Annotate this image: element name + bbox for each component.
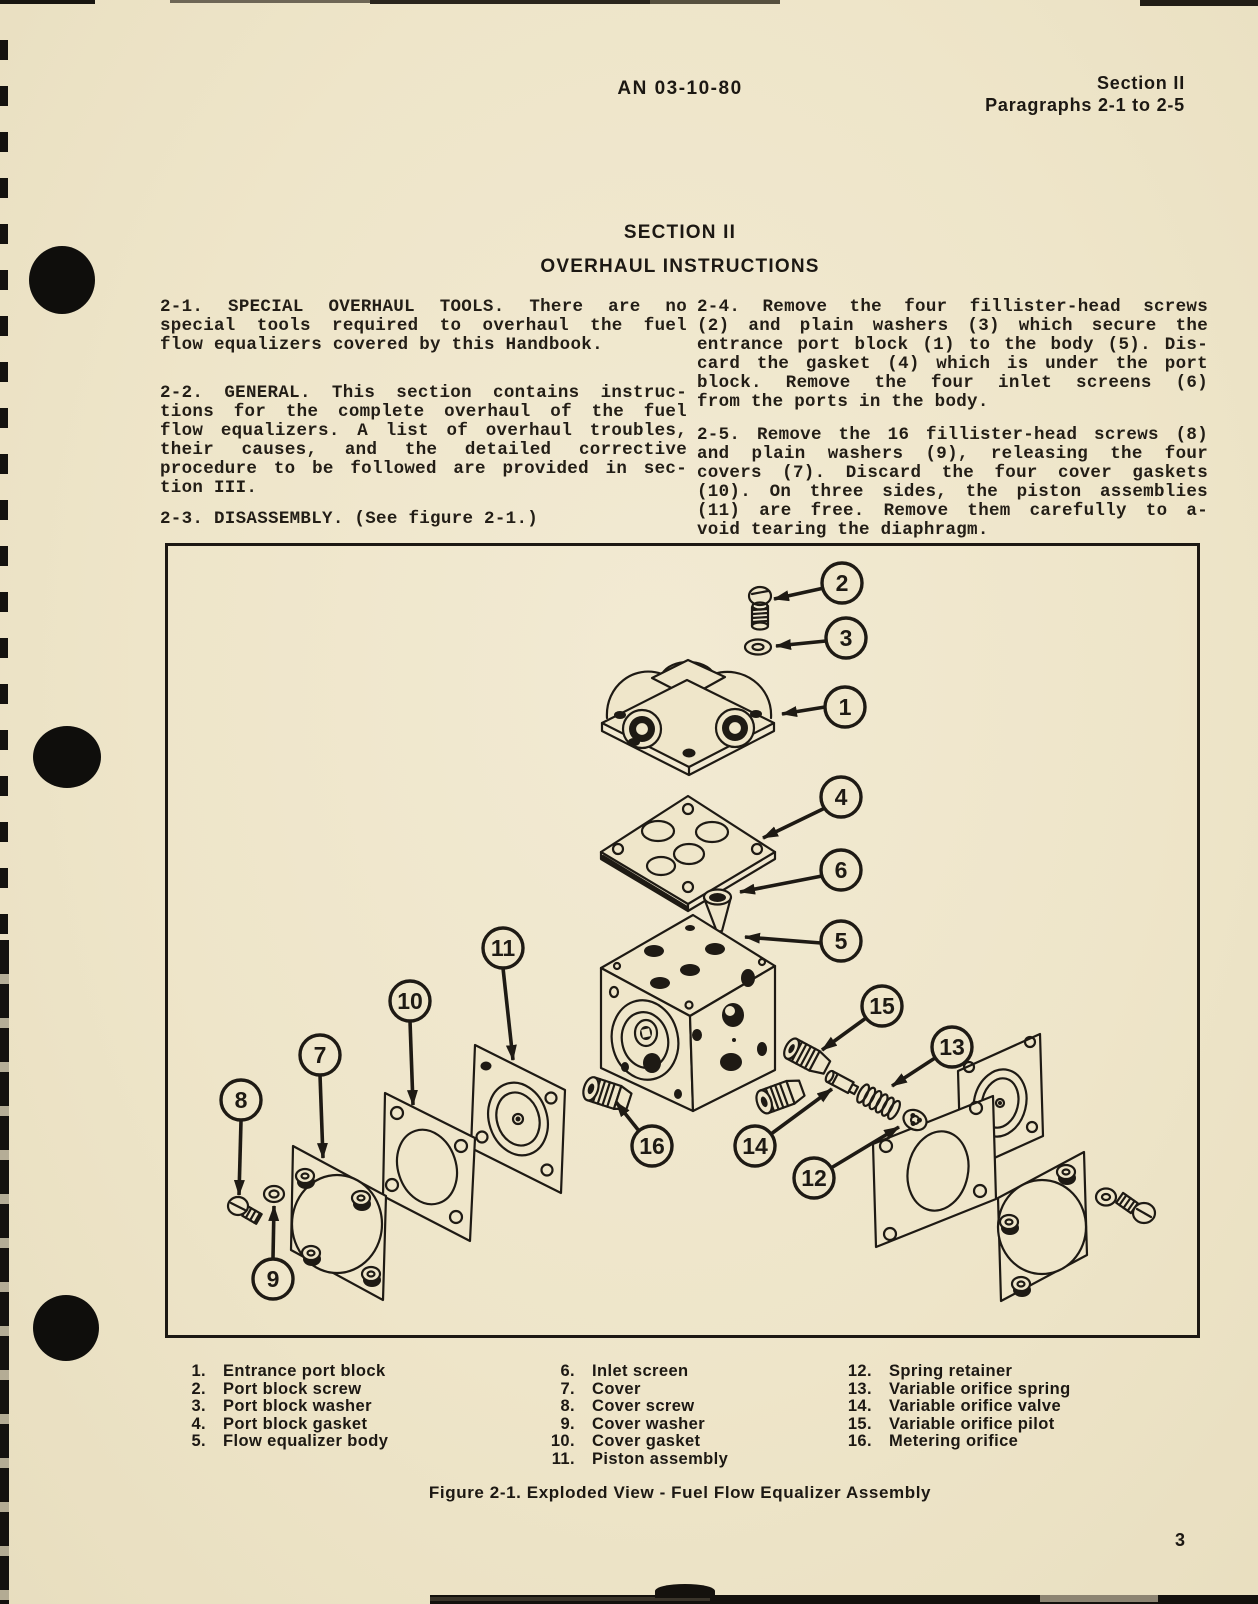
punch-hole-top <box>29 246 95 314</box>
doc-number: AN 03-10-80 <box>617 78 743 99</box>
svg-text:14: 14 <box>742 1133 768 1159</box>
legend-item: 4. Port block gasket <box>191 1414 368 1433</box>
text-line: card the gasket (4) which is under the port <box>697 354 1208 374</box>
part-flow-equalizer-body <box>601 915 775 1111</box>
cover-lug <box>302 1246 321 1266</box>
text-line: entrance port block (1) to the body (5). Dis- <box>697 335 1208 355</box>
text-line: flow equalizers. A list of overhaul troubles, <box>160 421 687 441</box>
section-subtitle: OVERHAUL INSTRUCTIONS <box>540 256 820 277</box>
part-cover-washer <box>264 1186 284 1202</box>
svg-text:9: 9 <box>266 1266 280 1292</box>
cover-lug <box>296 1169 315 1189</box>
svg-text:15: 15 <box>869 993 895 1019</box>
part-cover <box>291 1146 386 1300</box>
legend-item: 8. Cover screw <box>560 1397 695 1416</box>
legend-item: 6. Inlet screen <box>560 1362 689 1380</box>
callout-5 <box>821 921 861 961</box>
text-line: 2-1. SPECIAL OVERHAUL TOOLS. There are no <box>160 297 687 317</box>
text-line: special tools required to overhaul the fuel <box>160 316 687 336</box>
binding-edge <box>0 940 9 1604</box>
header-refs <box>700 72 1185 116</box>
legend-item: 16. Metering orifice <box>847 1432 1019 1451</box>
punch-hole-bottom <box>33 1295 99 1361</box>
scan-top-edge <box>0 0 95 4</box>
svg-text:8: 8 <box>234 1087 248 1113</box>
callout-3 <box>826 618 866 658</box>
text-line: tion III. <box>160 478 258 498</box>
callout-16 <box>632 1126 672 1166</box>
figure-2-1-frame <box>165 543 1200 1338</box>
part-cover-gasket <box>383 1093 475 1241</box>
paragraph-2-1 <box>160 298 687 355</box>
callout-7 <box>300 1035 340 1075</box>
svg-text:3: 3 <box>839 625 853 651</box>
part-metering-orifice <box>581 1075 633 1112</box>
cover-lug <box>352 1191 371 1211</box>
scan-bottom-bump <box>655 1584 715 1598</box>
legend-item: 13. Variable orifice spring <box>847 1379 1071 1398</box>
svg-text:5: 5 <box>834 928 848 954</box>
svg-text:12: 12 <box>801 1165 827 1191</box>
cover-lug <box>1012 1277 1031 1297</box>
legend-item: 1. Entrance port block <box>191 1362 386 1380</box>
part-port-block-screw <box>749 587 771 630</box>
legend-column-3 <box>836 1363 1071 1451</box>
legend-item: 3. Port block washer <box>191 1397 372 1416</box>
paragraph-2-2 <box>160 384 687 498</box>
legend-column-2 <box>539 1363 728 1469</box>
part-cover-screw <box>228 1197 262 1224</box>
section-title: SECTION II <box>623 222 737 243</box>
text-line: 2-2. GENERAL. This section contains instruc- <box>160 383 687 403</box>
part-cover-right <box>998 1152 1087 1301</box>
text-line: procedure to be followed are provided in sec- <box>160 459 687 479</box>
legend-item: 11. Piston assembly <box>551 1449 729 1468</box>
paragraph-ref: Paragraphs 2-1 to 2-5 <box>985 95 1185 115</box>
svg-text:1: 1 <box>838 694 852 720</box>
section-ref: Section II <box>1096 73 1185 93</box>
callout-14 <box>735 1126 775 1166</box>
svg-text:11: 11 <box>490 935 516 961</box>
svg-text:7: 7 <box>313 1042 327 1068</box>
callout-4 <box>821 777 861 817</box>
text-line: void tearing the diaphragm. <box>697 520 989 540</box>
text-line: flow equalizers covered by this Handbook. <box>160 335 603 355</box>
text-line: their causes, and the detailed corrective <box>160 440 687 460</box>
legend-item: 15. Variable orifice pilot <box>847 1414 1055 1433</box>
text-line: (10). On three sides, the piston assemblies <box>697 482 1208 502</box>
text-line: block. Remove the four inlet screens (6) <box>697 373 1208 393</box>
page-number: 3 <box>1174 1530 1185 1550</box>
callout-12 <box>794 1158 834 1198</box>
legend-column-1 <box>170 1363 388 1451</box>
scan-top-edge <box>650 0 780 4</box>
part-entrance-port-block <box>602 660 774 775</box>
legend-item: 14. Variable orifice valve <box>847 1397 1062 1416</box>
binding-edge <box>0 40 8 940</box>
legend-item: 9. Cover washer <box>560 1414 706 1433</box>
svg-text:10: 10 <box>397 988 423 1014</box>
text-line: and plain washers (9), releasing the four <box>697 444 1208 464</box>
figure-caption: Figure 2-1. Exploded View - Fuel Flow Equalizer Assembly <box>428 1483 932 1502</box>
part-piston-assembly <box>471 1045 565 1193</box>
cover-lug <box>1057 1165 1076 1185</box>
cover-lug <box>362 1267 381 1287</box>
scan-bottom-notch <box>1040 1595 1158 1602</box>
svg-text:6: 6 <box>834 857 848 883</box>
legend-item: 12. Spring retainer <box>847 1362 1013 1380</box>
callout-9 <box>253 1259 293 1299</box>
text-line: (11) are free. Remove them carefully to a- <box>697 501 1208 521</box>
scan-top-edge <box>170 0 370 3</box>
part-port-block-gasket <box>601 796 775 911</box>
paragraph-2-3 <box>160 510 687 529</box>
svg-text:2: 2 <box>835 570 849 596</box>
text-line: covers (7). Discard the four cover gaskets <box>697 463 1208 483</box>
callout-8 <box>221 1080 261 1120</box>
part-cover-washer-right <box>1096 1189 1116 1206</box>
svg-text:16: 16 <box>639 1133 665 1159</box>
text-line: tions for the complete overhaul of the fuel <box>160 402 687 422</box>
text-line: 2-5. Remove the 16 fillister-head screws (8) <box>697 425 1208 445</box>
paragraph-2-4 <box>697 298 1208 412</box>
scan-top-edge <box>1140 0 1258 6</box>
text-line: 2-4. Remove the four fillister-head screws <box>697 297 1208 317</box>
part-variable-orifice-pilot <box>781 1036 832 1077</box>
legend-item: 2. Port block screw <box>191 1379 362 1398</box>
part-metering-orifice-right <box>754 1077 806 1116</box>
svg-text:4: 4 <box>834 784 848 810</box>
part-cover-screw-right <box>1116 1193 1155 1223</box>
legend-item: 5. Flow equalizer body <box>191 1432 389 1451</box>
callout-11 <box>483 928 523 968</box>
callout-10 <box>390 981 430 1021</box>
callout-15 <box>862 986 902 1026</box>
text-line: from the ports in the body. <box>697 392 989 412</box>
callout-1 <box>825 687 865 727</box>
cover-lug <box>1000 1215 1019 1235</box>
exploded-view-figure <box>168 546 1197 1335</box>
callout-6 <box>821 850 861 890</box>
punch-hole-middle <box>33 726 101 788</box>
legend-item: 10. Cover gasket <box>550 1432 701 1451</box>
text-line: (2) and plain washers (3) which secure the <box>697 316 1208 336</box>
part-port-block-washer <box>745 640 771 655</box>
callout-2 <box>822 563 862 603</box>
text-line: 2-3. DISASSEMBLY. (See figure 2-1.) <box>160 509 539 529</box>
svg-text:13: 13 <box>939 1034 965 1060</box>
legend-item: 7. Cover <box>560 1379 641 1398</box>
callout-13 <box>932 1027 972 1067</box>
part-variable-orifice-spring <box>855 1083 902 1121</box>
paragraph-2-5 <box>697 426 1208 540</box>
scan-top-edge <box>370 0 650 4</box>
